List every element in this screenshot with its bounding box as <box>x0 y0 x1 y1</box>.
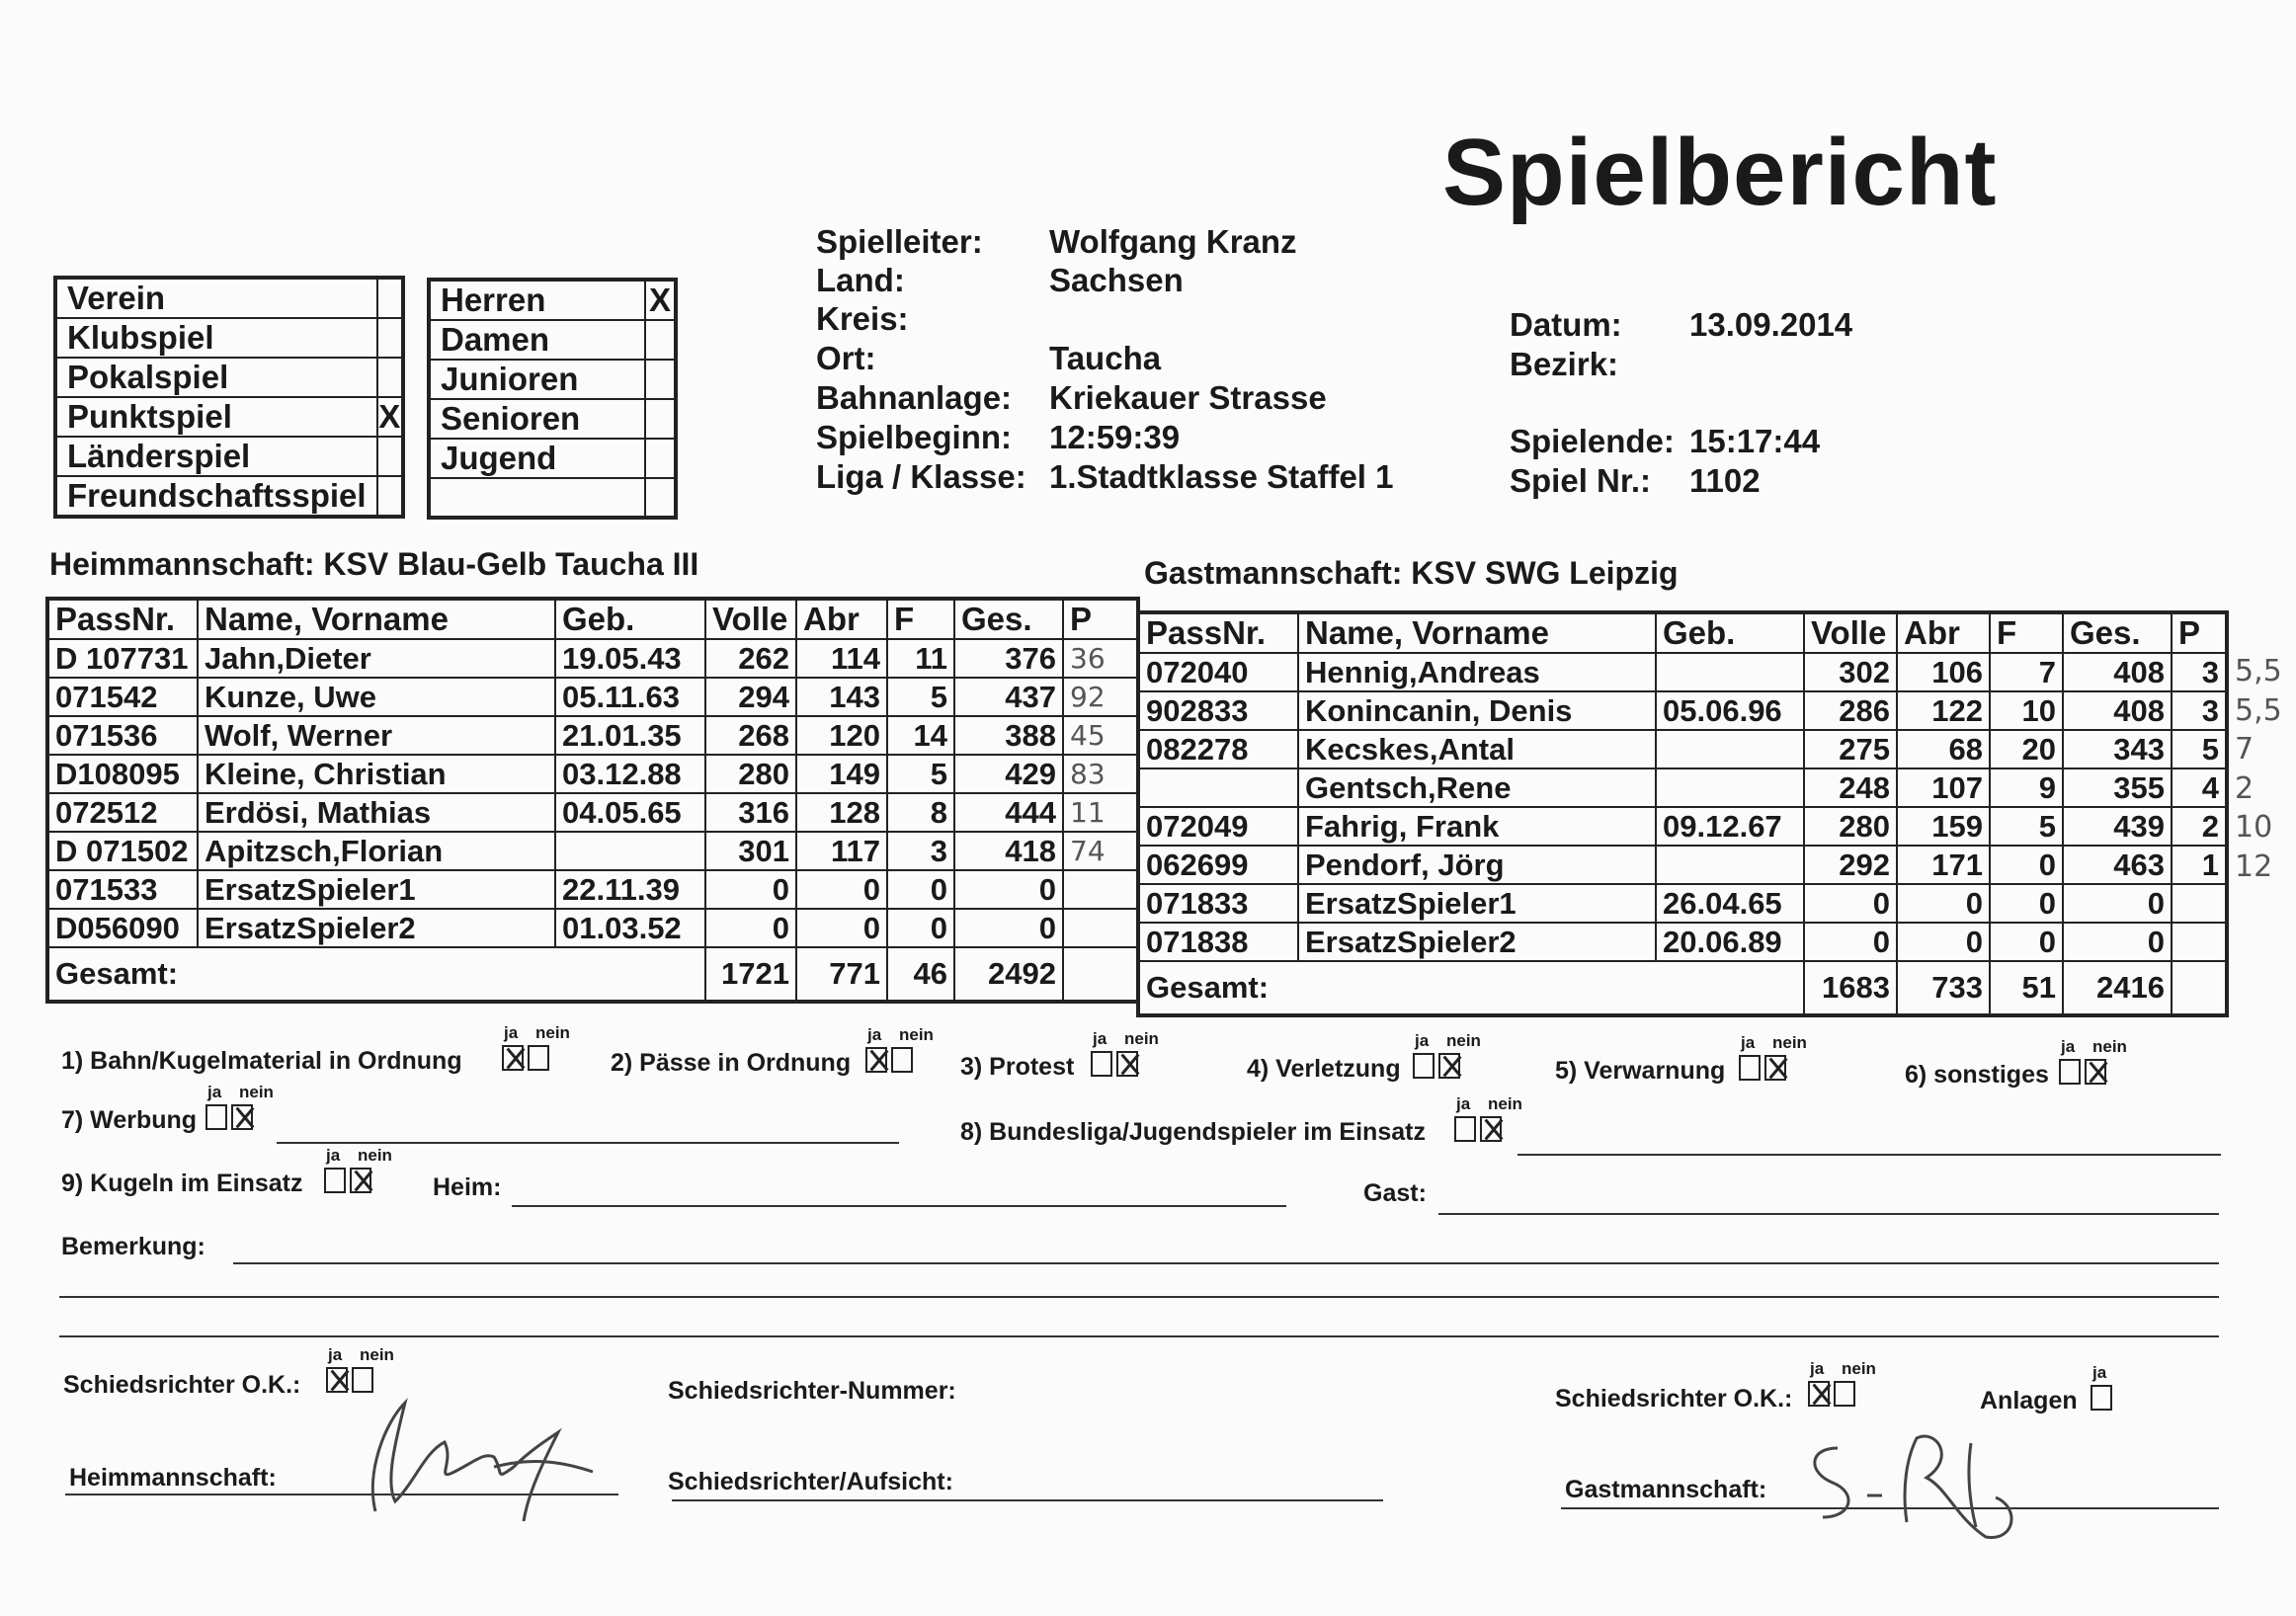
home-total-f: 46 <box>887 947 954 1002</box>
game-type-check[interactable] <box>377 358 403 397</box>
guest-cell-geb <box>1656 730 1804 768</box>
home-cell-volle: 294 <box>705 678 796 716</box>
guest-cell-p: 5 <box>2172 730 2227 768</box>
home-cell-abr: 143 <box>796 678 887 716</box>
ja-label: ja <box>1741 1033 1756 1052</box>
guest-cell-p: 2 <box>2172 807 2227 846</box>
home-cell-pass: 071536 <box>47 716 198 755</box>
anlagen-label: Anlagen <box>1980 1387 2078 1414</box>
home-cell-abr: 114 <box>796 639 887 678</box>
guest-cell-volle: 302 <box>1804 653 1897 691</box>
q8-ja-checkbox[interactable] <box>1454 1116 1476 1142</box>
home-cell-ges: 429 <box>954 755 1063 793</box>
q1-nein-checkbox[interactable] <box>528 1045 549 1071</box>
home-cell-geb: 04.05.65 <box>555 793 705 832</box>
schiedsrichter-ok-home-label: Schiedsrichter O.K.: <box>63 1371 301 1399</box>
home-cell-name: Kleine, Christian <box>198 755 555 793</box>
category-check[interactable] <box>645 360 676 399</box>
guest-cell-pass: 902833 <box>1138 691 1298 730</box>
home-cell-geb: 19.05.43 <box>555 639 705 678</box>
guest-cell-pass: 072049 <box>1138 807 1298 846</box>
question-q8-label: 8) Bundesliga/Jugendspieler im Einsatz <box>960 1118 1426 1146</box>
nein-label: nein <box>1124 1029 1159 1048</box>
guest-cell-name: Fahrig, Frank <box>1298 807 1656 846</box>
home-cell-abr: 117 <box>796 832 887 870</box>
nein-label: nein <box>360 1345 394 1364</box>
guest-side-note: 2 <box>2235 770 2255 806</box>
ja-label: ja <box>2092 1363 2107 1382</box>
home-cell-abr: 0 <box>796 870 887 909</box>
guest-players-table <box>1136 610 2229 1017</box>
guest-cell-p: 1 <box>2172 846 2227 884</box>
game-type-check[interactable] <box>377 278 403 318</box>
guest-cell-geb: 20.06.89 <box>1656 923 1804 961</box>
guest-cell-pass: 071833 <box>1138 884 1298 923</box>
home-cell-abr: 120 <box>796 716 887 755</box>
werbung-line <box>277 1142 899 1144</box>
home-cell-p <box>1063 909 1138 947</box>
home-signature <box>346 1363 603 1531</box>
home-cell-name: Kunze, Uwe <box>198 678 555 716</box>
table-header-row <box>1138 612 2227 653</box>
question-q2-label: 2) Pässe in Ordnung <box>611 1049 852 1077</box>
page-title: Spielbericht <box>1442 120 1998 225</box>
nein-label: nein <box>535 1023 570 1042</box>
home-cell-f: 14 <box>887 716 954 755</box>
schiedsrichter-ok-guest-label: Schiedsrichter O.K.: <box>1555 1385 1793 1413</box>
question-q7-label: 7) Werbung <box>61 1106 198 1134</box>
home-cell-geb: 01.03.52 <box>555 909 705 947</box>
q6-ja-checkbox[interactable] <box>2059 1059 2081 1085</box>
guest-cell-abr: 159 <box>1897 807 1990 846</box>
question-q6-label: 6) sonstiges <box>1905 1061 2049 1089</box>
guest-cell-volle: 286 <box>1804 691 1897 730</box>
column-header: Volle <box>705 599 796 639</box>
guest-cell-pass: 082278 <box>1138 730 1298 768</box>
home-cell-pass: 071542 <box>47 678 198 716</box>
guest-total-row <box>1138 961 2227 1015</box>
guest-cell-geb <box>1656 653 1804 691</box>
nein-label: nein <box>1446 1031 1481 1050</box>
home-total-row <box>47 947 1138 1002</box>
home-player-row <box>47 755 1138 793</box>
q6-nein-checkbox[interactable] <box>2085 1059 2106 1085</box>
q1-ja-checkbox[interactable] <box>502 1045 524 1071</box>
bemerkung-line-2[interactable] <box>59 1296 2219 1298</box>
guest-player-row <box>1138 923 2227 961</box>
home-cell-name: ErsatzSpieler2 <box>198 909 555 947</box>
home-total-ges: 2492 <box>954 947 1063 1002</box>
home-cell-ges: 418 <box>954 832 1063 870</box>
home-cell-f: 3 <box>887 832 954 870</box>
question-q3-label: 3) Protest <box>960 1053 1075 1081</box>
home-cell-p: 92 <box>1063 678 1138 716</box>
home-cell-f: 11 <box>887 639 954 678</box>
home-player-row <box>47 678 1138 716</box>
ja-label: ja <box>1093 1029 1107 1048</box>
guest-player-row <box>1138 730 2227 768</box>
bemerkung-label: Bemerkung: <box>61 1233 205 1260</box>
question-q1-label: 1) Bahn/Kugelmaterial in Ordnung <box>61 1047 462 1075</box>
guest-cell-pass <box>1138 768 1298 807</box>
guest-cell-abr: 0 <box>1897 884 1990 923</box>
column-header: Geb. <box>1656 612 1804 653</box>
home-cell-volle: 0 <box>705 870 796 909</box>
ja-label: ja <box>1415 1031 1430 1050</box>
column-header: Abr <box>796 599 887 639</box>
ja-label: ja <box>207 1083 222 1101</box>
home-cell-abr: 128 <box>796 793 887 832</box>
q9-ja-checkbox[interactable] <box>324 1168 346 1193</box>
ja-label: ja <box>867 1025 882 1044</box>
guest-total-f: 51 <box>1990 961 2063 1015</box>
home-cell-f: 0 <box>887 870 954 909</box>
guest-cell-volle: 248 <box>1804 768 1897 807</box>
guest-cell-pass: 072040 <box>1138 653 1298 691</box>
category-check[interactable] <box>645 320 676 360</box>
guest-cell-name: ErsatzSpieler2 <box>1298 923 1656 961</box>
home-total-label: Gesamt: <box>47 947 705 1002</box>
home-cell-f: 5 <box>887 678 954 716</box>
home-cell-geb: 21.01.35 <box>555 716 705 755</box>
guest-player-row <box>1138 653 2227 691</box>
category-box <box>427 278 678 520</box>
column-header: F <box>887 599 954 639</box>
home-cell-p: 11 <box>1063 793 1138 832</box>
home-cell-name: Wolf, Werner <box>198 716 555 755</box>
guest-cell-ges: 463 <box>2063 846 2172 884</box>
guest-cell-ges: 355 <box>2063 768 2172 807</box>
q2-nein-checkbox[interactable] <box>891 1047 913 1073</box>
guest-cell-geb <box>1656 768 1804 807</box>
game-type-check[interactable] <box>377 318 403 358</box>
game-type-row: Klubspiel <box>55 318 403 358</box>
nein-label: nein <box>1488 1094 1522 1113</box>
category-row: Jugend <box>429 439 676 478</box>
bundesliga-line <box>1517 1154 2221 1156</box>
guest-cell-f: 0 <box>1990 846 2063 884</box>
game-type-check[interactable] <box>377 476 403 517</box>
q5-nein-checkbox[interactable] <box>1764 1055 1786 1081</box>
guest-cell-abr: 107 <box>1897 768 1990 807</box>
game-type-row: Länderspiel <box>55 437 403 476</box>
gast-line[interactable] <box>1438 1213 2219 1215</box>
home-cell-f: 0 <box>887 909 954 947</box>
home-cell-volle: 301 <box>705 832 796 870</box>
guest-cell-abr: 0 <box>1897 923 1990 961</box>
guest-side-note: 5,5 <box>2235 654 2282 688</box>
column-header: P <box>1063 599 1138 639</box>
guest-cell-name: Gentsch,Rene <box>1298 768 1656 807</box>
guest-cell-p <box>2172 884 2227 923</box>
guest-side-note: 12 <box>2235 849 2273 884</box>
home-player-row <box>47 870 1138 909</box>
home-cell-ges: 376 <box>954 639 1063 678</box>
guest-cell-abr: 171 <box>1897 846 1990 884</box>
guest-cell-f: 0 <box>1990 923 2063 961</box>
schiedsrichter-aufsicht-label: Schiedsrichter/Aufsicht: <box>668 1468 953 1495</box>
question-q9-label: 9) Kugeln im Einsatz <box>61 1170 303 1197</box>
guest-cell-name: Pendorf, Jörg <box>1298 846 1656 884</box>
ja-label: ja <box>2061 1037 2076 1056</box>
column-header: Name, Vorname <box>1298 612 1656 653</box>
home-cell-p <box>1063 870 1138 909</box>
column-header: Ges. <box>2063 612 2172 653</box>
q3-ja-checkbox[interactable] <box>1091 1051 1112 1077</box>
guest-cell-name: Konincanin, Denis <box>1298 691 1656 730</box>
home-total-abr: 771 <box>796 947 887 1002</box>
home-cell-pass: D108095 <box>47 755 198 793</box>
game-type-row: Freundschaftsspiel <box>55 476 403 517</box>
guest-cell-ges: 408 <box>2063 691 2172 730</box>
guest-player-row <box>1138 807 2227 846</box>
guest-side-note: 5,5 <box>2235 692 2282 728</box>
nein-label: nein <box>899 1025 934 1044</box>
guest-cell-f: 9 <box>1990 768 2063 807</box>
game-type-row: Verein <box>55 278 403 318</box>
category-check[interactable] <box>645 439 676 478</box>
home-cell-ges: 0 <box>954 909 1063 947</box>
q7-ja-checkbox[interactable] <box>205 1104 227 1130</box>
sr_guest-nein-checkbox[interactable] <box>1834 1381 1855 1407</box>
home-cell-geb <box>555 832 705 870</box>
home-cell-pass: 071533 <box>47 870 198 909</box>
home-cell-abr: 149 <box>796 755 887 793</box>
guest-total-p <box>2172 961 2227 1015</box>
category-check[interactable] <box>645 399 676 439</box>
guest-cell-abr: 106 <box>1897 653 1990 691</box>
column-header: Geb. <box>555 599 705 639</box>
home-cell-p: 36 <box>1063 639 1138 678</box>
guest-cell-geb: 05.06.96 <box>1656 691 1804 730</box>
home-cell-geb: 22.11.39 <box>555 870 705 909</box>
game-type-check[interactable]: X <box>377 397 403 437</box>
guest-cell-name: ErsatzSpieler1 <box>1298 884 1656 923</box>
guest-cell-volle: 280 <box>1804 807 1897 846</box>
game-type-box <box>53 276 405 519</box>
guest-player-row <box>1138 768 2227 807</box>
q2-ja-checkbox[interactable] <box>865 1047 887 1073</box>
guest-team-title: Gastmannschaft: KSV SWG Leipzig <box>1144 555 1679 591</box>
guest-side-note: 10 <box>2235 810 2273 846</box>
home-cell-p: 83 <box>1063 755 1138 793</box>
home-player-row <box>47 832 1138 870</box>
q4-ja-checkbox[interactable] <box>1413 1053 1435 1079</box>
guest-cell-volle: 275 <box>1804 730 1897 768</box>
home-cell-f: 5 <box>887 755 954 793</box>
home-cell-volle: 0 <box>705 909 796 947</box>
home-cell-pass: D056090 <box>47 909 198 947</box>
home-cell-pass: 072512 <box>47 793 198 832</box>
home-cell-ges: 388 <box>954 716 1063 755</box>
sr_home-ja-checkbox[interactable] <box>326 1367 348 1393</box>
heim-label: Heim: <box>433 1173 502 1201</box>
home-cell-p: 45 <box>1063 716 1138 755</box>
home-cell-pass: D 071502 <box>47 832 198 870</box>
guest-cell-abr: 68 <box>1897 730 1990 768</box>
guest-cell-volle: 292 <box>1804 846 1897 884</box>
guest-cell-geb: 26.04.65 <box>1656 884 1804 923</box>
home-cell-volle: 316 <box>705 793 796 832</box>
home-player-row <box>47 793 1138 832</box>
nein-label: nein <box>239 1083 274 1101</box>
q3-nein-checkbox[interactable] <box>1116 1051 1138 1077</box>
guest-player-row <box>1138 846 2227 884</box>
nein-label: nein <box>1772 1033 1807 1052</box>
home-cell-volle: 262 <box>705 639 796 678</box>
home-player-row <box>47 716 1138 755</box>
column-header: Abr <box>1897 612 1990 653</box>
column-header: Name, Vorname <box>198 599 555 639</box>
game-type-row: Pokalspiel <box>55 358 403 397</box>
guest-cell-abr: 122 <box>1897 691 1990 730</box>
bemerkung-line-1[interactable] <box>233 1262 2219 1264</box>
ja-label: ja <box>504 1023 519 1042</box>
nein-label: nein <box>1842 1359 1876 1378</box>
schiedsrichter-nummer-label: Schiedsrichter-Nummer: <box>668 1377 956 1405</box>
column-header: P <box>2172 612 2227 653</box>
category-row: Damen <box>429 320 676 360</box>
ja-label: ja <box>1456 1094 1471 1113</box>
bemerkung-line-3[interactable] <box>59 1335 2219 1337</box>
guest-side-note: 7 <box>2235 732 2255 768</box>
guest-cell-volle: 0 <box>1804 923 1897 961</box>
schiedsrichter-aufsicht-line[interactable] <box>672 1499 1383 1501</box>
home-cell-geb: 05.11.63 <box>555 678 705 716</box>
home-cell-name: Apitzsch,Florian <box>198 832 555 870</box>
category-row <box>429 478 676 518</box>
guest-signature <box>1798 1418 2055 1547</box>
guest-cell-name: Kecskes,Antal <box>1298 730 1656 768</box>
home-team-title: Heimmannschaft: KSV Blau-Gelb Taucha III <box>49 546 699 582</box>
guest-cell-ges: 0 <box>2063 923 2172 961</box>
question-q4-label: 4) Verletzung <box>1247 1055 1401 1083</box>
guest-cell-f: 20 <box>1990 730 2063 768</box>
home-cell-p: 74 <box>1063 832 1138 870</box>
guest-cell-pass: 062699 <box>1138 846 1298 884</box>
guest-player-row <box>1138 691 2227 730</box>
heim-line[interactable] <box>512 1205 1286 1207</box>
column-header: PassNr. <box>1138 612 1298 653</box>
nein-label: nein <box>358 1146 392 1165</box>
guest-cell-ges: 439 <box>2063 807 2172 846</box>
category-row: Junioren <box>429 360 676 399</box>
gast-label: Gast: <box>1363 1179 1427 1207</box>
guest-cell-p: 3 <box>2172 691 2227 730</box>
ja-label: ja <box>328 1345 343 1364</box>
guest-cell-f: 10 <box>1990 691 2063 730</box>
guest-cell-pass: 071838 <box>1138 923 1298 961</box>
category-check[interactable] <box>645 478 676 518</box>
home-cell-name: Jahn,Dieter <box>198 639 555 678</box>
sr_guest-ja-checkbox[interactable] <box>1808 1381 1830 1407</box>
home-cell-volle: 268 <box>705 716 796 755</box>
game-type-check[interactable] <box>377 437 403 476</box>
home-cell-f: 8 <box>887 793 954 832</box>
q7-nein-checkbox[interactable] <box>231 1104 253 1130</box>
q4-nein-checkbox[interactable] <box>1438 1053 1460 1079</box>
gastmannschaft-sign-label: Gastmannschaft: <box>1565 1476 1767 1503</box>
nein-label: nein <box>2092 1037 2127 1056</box>
guest-cell-p: 3 <box>2172 653 2227 691</box>
guest-cell-f: 5 <box>1990 807 2063 846</box>
ja-label: ja <box>1810 1359 1825 1378</box>
guest-total-volle: 1683 <box>1804 961 1897 1015</box>
guest-cell-ges: 0 <box>2063 884 2172 923</box>
home-cell-name: ErsatzSpieler1 <box>198 870 555 909</box>
ja-label: ja <box>326 1146 341 1165</box>
home-cell-ges: 0 <box>954 870 1063 909</box>
home-players-table <box>45 597 1140 1004</box>
q9-nein-checkbox[interactable] <box>350 1168 371 1193</box>
home-cell-ges: 444 <box>954 793 1063 832</box>
anlagen-ja-checkbox[interactable] <box>2091 1385 2112 1411</box>
column-header: Volle <box>1804 612 1897 653</box>
q8-nein-checkbox[interactable] <box>1480 1116 1502 1142</box>
guest-cell-p: 4 <box>2172 768 2227 807</box>
guest-cell-f: 7 <box>1990 653 2063 691</box>
guest-total-ges: 2416 <box>2063 961 2172 1015</box>
guest-cell-name: Hennig,Andreas <box>1298 653 1656 691</box>
guest-total-abr: 733 <box>1897 961 1990 1015</box>
game-type-row: Punktspiel X <box>55 397 403 437</box>
category-check[interactable]: X <box>645 280 676 320</box>
home-player-row <box>47 639 1138 678</box>
guest-player-row <box>1138 884 2227 923</box>
guest-cell-ges: 343 <box>2063 730 2172 768</box>
guest-cell-geb <box>1656 846 1804 884</box>
guest-total-label: Gesamt: <box>1138 961 1804 1015</box>
category-row: Herren X <box>429 280 676 320</box>
guest-cell-f: 0 <box>1990 884 2063 923</box>
column-header: Ges. <box>954 599 1063 639</box>
category-row: Senioren <box>429 399 676 439</box>
home-cell-name: Erdösi, Mathias <box>198 793 555 832</box>
home-total-volle: 1721 <box>705 947 796 1002</box>
home-player-row <box>47 909 1138 947</box>
guest-cell-volle: 0 <box>1804 884 1897 923</box>
home-cell-abr: 0 <box>796 909 887 947</box>
heimmannschaft-sign-label: Heimmannschaft: <box>69 1464 277 1492</box>
guest-cell-p <box>2172 923 2227 961</box>
home-cell-geb: 03.12.88 <box>555 755 705 793</box>
q5-ja-checkbox[interactable] <box>1739 1055 1761 1081</box>
guest-cell-geb: 09.12.67 <box>1656 807 1804 846</box>
home-total-p <box>1063 947 1138 1002</box>
home-cell-ges: 437 <box>954 678 1063 716</box>
home-cell-volle: 280 <box>705 755 796 793</box>
column-header: PassNr. <box>47 599 198 639</box>
column-header: F <box>1990 612 2063 653</box>
home-cell-pass: D 107731 <box>47 639 198 678</box>
guest-cell-ges: 408 <box>2063 653 2172 691</box>
question-q5-label: 5) Verwarnung <box>1555 1057 1726 1085</box>
table-header-row <box>47 599 1138 639</box>
